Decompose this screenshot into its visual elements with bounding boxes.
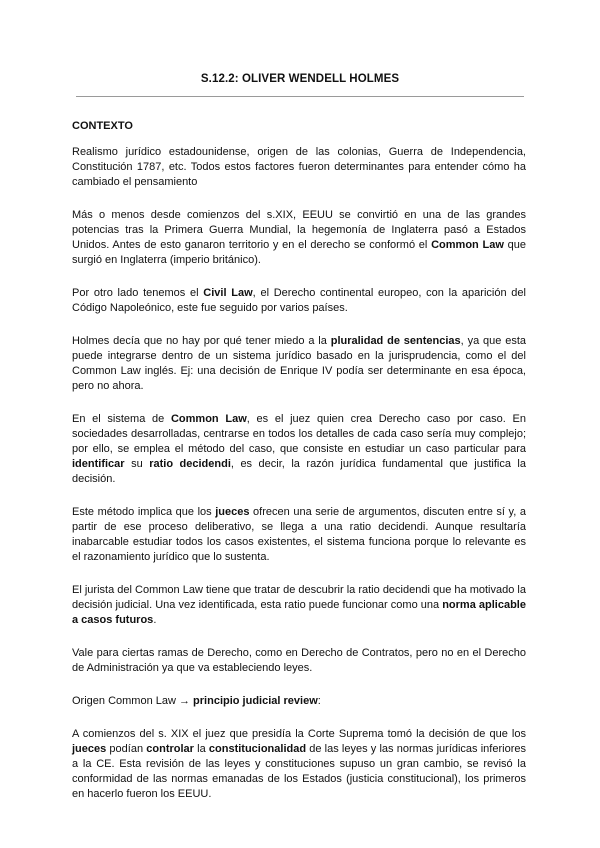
paragraph-2 xyxy=(72,208,526,268)
bold-term: constitucionalidad xyxy=(208,743,307,755)
paragraph-3 xyxy=(72,286,526,316)
text-run: ofrecen una serie de argumentos, discuten entre sí y, a partir de ese proceso deliberativo, se llega a una ratio decidendi. Aunque resultaría inabarcable estudiar todos los casos existentes, el sistema funciona porque lo relevante es el razonamiento jurídico que lo sustenta. xyxy=(72,506,526,563)
bold-term: Common Law xyxy=(431,239,504,251)
text-run: : xyxy=(317,695,321,707)
bold-term: norma aplicable a casos futuros xyxy=(72,599,526,626)
bold-term: identificar xyxy=(72,458,125,470)
bold-term: jueces xyxy=(215,506,250,518)
text-run: En el sistema de xyxy=(72,413,171,425)
paragraph-8: Vale para ciertas ramas de Derecho, como en Derecho de Contratos, pero no en el Derecho de Administración ya que va estableciendo leyes. xyxy=(72,647,526,674)
bold-term: Common Law xyxy=(170,413,247,425)
text-run: Origen Common Law → xyxy=(72,695,194,707)
text-run: El jurista del Common Law tiene que tratar de descubrir la ratio decidendi que ha motivado la decisión judicial. Una vez identificada, esta ratio puede funcionar como una xyxy=(72,584,526,611)
text-run: de las leyes y las normas jurídicas inferiores a la CE. Esta revisión de las leyes y constituciones supuso un gran cambio, se revisó la conformidad de las normas emanadas de los Estados (justicia constitucional), los primeros en hacerlo fueron los EEUU. xyxy=(72,743,526,800)
text-run: su xyxy=(124,458,150,470)
text-run: Más o menos desde comienzos del s.XIX, EEUU se convirtió en una de las grandes potencias tras la Primera Guerra Mundial, la hegemonía de Inglaterra pasó a Estados Unidos. Antes de esto ganaron territorio y en el derecho se conformó el xyxy=(72,209,526,251)
text-run: Holmes decía que no hay por qué tener miedo a la xyxy=(72,335,331,347)
paragraph-5 xyxy=(72,412,526,487)
bold-term: controlar xyxy=(146,743,194,755)
bold-term: principio judicial review xyxy=(193,695,318,707)
text-run: , el Derecho continental europeo, con la aparición del Código Napoleónico, este fue seguido por varios países. xyxy=(72,287,526,314)
text-run: Este método implica que los xyxy=(72,506,216,518)
paragraph-1: Realismo jurídico estadounidense, origen de las colonias, Guerra de Independencia, Constitución 1787, etc. Todos estos factores fueron determinantes para entender cómo ha cambiado el pensamiento xyxy=(72,146,526,188)
bold-term: Civil Law xyxy=(203,287,253,299)
text-run: , es decir, la razón jurídica fundamental que justifica la decisión. xyxy=(72,458,526,485)
bold-term: ratio decidendi xyxy=(149,458,231,470)
title-divider xyxy=(76,96,524,97)
text-run: , ya que esta puede integrarse dentro de un sistema jurídico basado en la jurisprudencia, como el del Common Law inglés. Ej: una decisión de Enrique IV podía ser determinante en esa época, pero no ahora. xyxy=(72,335,527,392)
text-run: Por otro lado tenemos el xyxy=(72,287,204,299)
paragraph-7 xyxy=(72,583,526,628)
bold-term: jueces xyxy=(72,743,107,755)
paragraph-6 xyxy=(72,505,526,565)
text-run: que surgió en Inglaterra (imperio británico). xyxy=(72,239,526,266)
text-run: podían xyxy=(106,743,147,755)
bold-term: pluralidad de sentencias xyxy=(330,335,461,347)
paragraph-9 xyxy=(72,694,526,709)
section-heading: CONTEXTO xyxy=(72,120,133,132)
text-run: . xyxy=(153,614,157,626)
text-run: la xyxy=(193,743,209,755)
paragraph-10 xyxy=(72,727,526,802)
text-run: , es el juez quien crea Derecho caso por caso. En sociedades desarrolladas, centrarse en todos los detalles de cada caso sería muy complejo; por ello, se emplea el método del caso, que consiste en estudiar un caso particular para xyxy=(72,413,526,455)
paragraph-4 xyxy=(72,334,526,394)
page-title: S.12.2: OLIVER WENDELL HOLMES xyxy=(200,73,400,85)
text-run: A comienzos del s. XIX el juez que presidía la Corte Suprema tomó la decisión de que los xyxy=(72,728,526,740)
body-text xyxy=(72,145,526,820)
